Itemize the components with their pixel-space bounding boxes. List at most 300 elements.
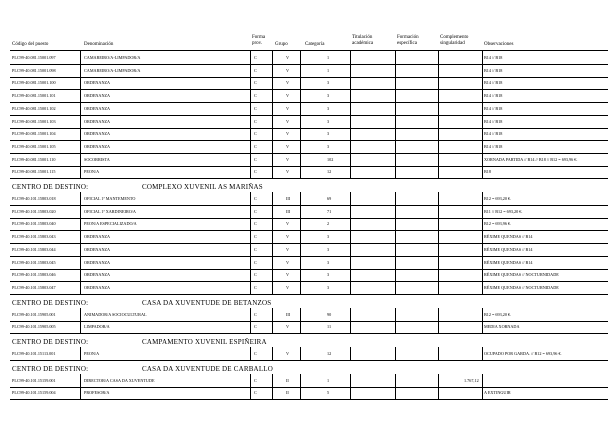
cell-observaciones: B12 = 693,20 €. [484,196,512,201]
cell-code: PLC99-40.101.15803.020 [12,208,56,214]
cell-grupo: V [286,234,290,240]
column-divider [80,102,81,115]
column-divider [272,320,273,333]
cell-categoria: 11 [327,324,332,330]
column-divider [80,76,81,89]
cell-forma-prov: C [254,80,257,86]
cell-categoria: 12 [327,351,332,356]
cell-denominacion: OFICIAL 1ª MANTEMENTO [84,196,136,201]
cell-denominacion: ORDENANZA [84,259,111,265]
cell-grupo: V [286,324,290,330]
column-divider [272,386,273,399]
column-divider [272,115,273,128]
table-row [0,386,615,400]
cell-forma-prov: C [254,284,257,290]
column-divider [438,268,439,281]
column-divider [482,205,483,218]
column-divider [300,165,301,178]
column-divider [250,320,251,333]
column-divider [80,89,81,102]
cell-categoria: 3 [327,234,330,240]
column-divider [300,192,301,205]
cell-code: PLC99-40.101.15905.001 [12,311,56,317]
column-divider [438,115,439,128]
column-divider [80,51,81,64]
cell-observaciones: B12 = 693,20 €. [484,311,512,317]
cell-grupo: V [286,118,290,124]
cell-observaciones: B14 // B18 [484,131,503,137]
cell-code: PLC99-40.081.15001.101 [12,93,56,99]
cell-forma-prov: C [254,390,257,396]
column-divider [395,115,396,128]
cell-code: PLC99-40.081.15001.115 [12,169,56,175]
cell-denominacion: ORDENANZA [84,118,111,124]
column-divider [395,243,396,256]
column-divider [395,230,396,243]
header-denominacion: Denominación [84,42,114,47]
header-titulacion: Titulación académica [352,35,374,46]
cell-categoria: 3 [327,93,330,99]
cell-grupo: V [286,272,290,278]
cell-grupo: V [286,351,290,356]
cell-denominacion: ORDENANZA [84,80,111,86]
column-divider [395,102,396,115]
column-divider [395,205,396,218]
column-divider [482,281,483,294]
column-divider [250,268,251,281]
cell-forma-prov: C [254,259,257,265]
column-divider [438,281,439,294]
column-divider [395,217,396,230]
cell-denominacion: PEON/A ESPECIALIZADO/A [84,221,137,227]
column-divider [272,192,273,205]
column-divider [482,347,483,360]
cell-observaciones: RÉXIME QUENDAS // B14 [484,234,533,240]
column-divider [482,308,483,321]
cell-forma-prov: C [254,55,257,60]
cell-observaciones: B18 [484,169,491,175]
column-divider [272,243,273,256]
column-divider [300,386,301,399]
cell-categoria: 3 [327,272,330,278]
table-row [0,281,615,295]
column-divider [300,308,301,321]
header-forma-prov: Forma prov. [252,35,266,46]
cell-observaciones: B14 // B18 [484,93,503,99]
section-header [0,295,615,309]
cell-grupo: V [286,156,290,162]
section-name: COMPLEXO XUVENIL AS MARIÑAS [142,183,263,191]
cell-forma-prov: C [254,93,257,99]
cell-forma-prov: C [254,118,257,124]
column-divider [250,230,251,243]
column-divider [350,192,351,205]
cell-denominacion: SOCORRISTA [84,156,110,162]
column-divider [482,217,483,230]
cell-categoria: 3 [327,80,330,86]
column-divider [438,256,439,269]
cell-forma-prov: C [254,105,257,111]
column-divider [250,386,251,399]
cell-denominacion: PEON/A [84,351,100,356]
column-divider [350,165,351,178]
cell-categoria: 2 [327,221,330,227]
column-divider [438,205,439,218]
cell-forma-prov: C [254,143,257,149]
column-divider [300,320,301,333]
column-divider [300,51,301,64]
cell-observaciones: A EXTINGUIR [484,390,511,396]
cell-forma-prov: C [254,169,257,175]
column-divider [350,153,351,166]
column-divider [300,230,301,243]
cell-grupo: III [286,311,291,317]
cell-forma-prov: C [254,351,257,356]
cell-observaciones: OCUPADO POR GARDA. // B12 = 693,96 €. [484,351,562,356]
column-divider [395,320,396,333]
cell-denominacion: CAMAREIRO/A-LIMPADOR/A [84,67,141,73]
column-divider [300,127,301,140]
column-divider [482,374,483,387]
column-divider [350,386,351,399]
cell-code: PLC99-40.101.15803.044 [12,246,56,252]
cell-grupo: V [286,93,290,99]
column-divider [250,153,251,166]
cell-forma-prov: C [254,272,257,278]
column-divider [272,308,273,321]
column-divider [250,51,251,64]
column-divider [482,386,483,399]
column-divider [300,115,301,128]
cell-observaciones: B12 = 693,96 €. [484,221,512,227]
cell-categoria: 69 [327,196,332,201]
column-divider [272,89,273,102]
column-divider [272,217,273,230]
cell-grupo: V [286,131,290,137]
column-divider [272,230,273,243]
column-divider [438,64,439,77]
header-categoria: Categoría [305,42,325,47]
cell-denominacion: ORDENANZA [84,131,111,137]
cell-code: PLC99-40.081.15001.104 [12,131,56,137]
column-divider [80,230,81,243]
column-divider [482,89,483,102]
column-divider [80,347,81,360]
column-divider [300,140,301,153]
cell-observaciones: B14 // B18 [484,105,503,111]
cell-denominacion: LIMPADOR/A [84,324,110,330]
column-divider [350,281,351,294]
column-divider [350,268,351,281]
column-divider [250,127,251,140]
column-divider [438,89,439,102]
column-divider [482,165,483,178]
section-name: CASA DA XUVENTUDE DE CARBALLO [142,364,274,373]
column-divider [438,192,439,205]
cell-denominacion: CAMAREIRO/A-LIMPADOR/A [84,55,141,60]
column-divider [80,268,81,281]
cell-categoria: 1 [327,377,330,383]
column-divider [482,230,483,243]
column-divider [438,320,439,333]
cell-code: PLC99-40.081.15001.097 [12,55,56,60]
column-divider [250,308,251,321]
column-divider [250,256,251,269]
cell-code: PLC99-40.081.15001.102 [12,105,56,111]
column-divider [438,374,439,387]
column-divider [250,192,251,205]
column-divider [395,89,396,102]
column-divider [80,308,81,321]
cell-grupo: V [286,284,290,290]
column-divider [482,320,483,333]
column-divider [350,320,351,333]
cell-denominacion: ORDENANZA [84,93,111,99]
cell-observaciones: MEDIA XORNADA [484,324,520,330]
cell-forma-prov: C [254,208,257,214]
cell-code: PLC99-40.101.15803.045 [12,259,56,265]
column-divider [80,217,81,230]
column-divider [482,153,483,166]
table-row [0,347,615,361]
cell-observaciones: RÉXIME QUENDAS // B14 [484,246,533,252]
column-divider [350,127,351,140]
cell-grupo: V [286,105,290,111]
column-divider [395,281,396,294]
column-divider [482,102,483,115]
column-divider [300,268,301,281]
column-divider [482,140,483,153]
column-divider [250,165,251,178]
column-divider [80,153,81,166]
cell-observaciones: B14 // B18 [484,67,503,73]
cell-grupo: II [286,390,289,396]
cell-code: PLC99-40.101.15159.004 [12,390,56,396]
column-divider [80,281,81,294]
column-divider [272,153,273,166]
column-divider [250,281,251,294]
cell-grupo: V [286,80,290,86]
cell-code: PLC99-40.101.15803.040 [12,221,56,227]
column-divider [80,115,81,128]
cell-denominacion: ORDENANZA [84,272,111,278]
column-divider [300,243,301,256]
column-divider [350,205,351,218]
section-label: CENTRO DE DESTINO: [12,183,89,191]
column-divider [395,76,396,89]
cell-grupo: V [286,221,290,227]
cell-code: PLC99-40.081.15001.100 [12,80,56,86]
column-divider [438,308,439,321]
section-header [0,361,615,375]
cell-code: PLC99-40.101.15113.001 [12,351,56,356]
cell-observaciones: B14 // B18 [484,118,503,124]
row-rule [10,399,608,400]
cell-categoria: 90 [327,311,332,317]
column-divider [482,243,483,256]
cell-grupo: V [286,143,290,149]
cell-denominacion: OFICIAL 1ª XARDINEIRO/A [84,208,136,214]
cell-code: PLC99-40.081.15001.103 [12,118,56,124]
column-divider [350,64,351,77]
section-header [0,179,615,193]
cell-observaciones: RÉXIME QUENDAS // B14 [484,259,533,265]
cell-denominacion: ORDENANZA [84,105,111,111]
cell-code: PLC99-40.081.15001.098 [12,67,56,73]
cell-categoria: 5 [327,390,330,396]
column-divider [80,243,81,256]
column-divider [272,140,273,153]
column-divider [250,89,251,102]
column-divider [250,374,251,387]
column-divider [272,64,273,77]
column-divider [438,243,439,256]
cell-denominacion: ANIMADOR/A SOCIOCULTURAL [84,311,147,317]
column-divider [250,140,251,153]
header-codigo: Código del puesto [12,42,49,47]
column-divider [272,374,273,387]
cell-categoria: 71 [327,208,332,214]
column-divider [395,374,396,387]
cell-categoria: 3 [327,118,330,124]
column-divider [482,64,483,77]
column-divider [250,347,251,360]
cell-observaciones: XORNADA PARTIDA // B14 // B18 // B12 = 693,96 €. [484,156,578,162]
cell-grupo: III [286,208,291,214]
column-divider [80,192,81,205]
cell-grupo: V [286,169,290,175]
cell-code: PLC99-40.101.15803.047 [12,284,56,290]
header-complemento: Complemento singularidad [440,35,469,46]
cell-observaciones: RÉXIME QUENDAS // NOCTURNIDADE [484,284,559,290]
column-divider [300,89,301,102]
column-divider [272,347,273,360]
section-header [0,334,615,348]
column-divider [250,217,251,230]
column-divider [438,76,439,89]
column-divider [272,205,273,218]
cell-code: PLC99-40.081.15001.110 [12,156,56,162]
cell-complemento: 1.767,12 [464,377,479,383]
column-divider [250,115,251,128]
cell-forma-prov: C [254,377,257,383]
cell-code: PLC99-40.081.15001.105 [12,143,56,149]
cell-categoria: 3 [327,259,330,265]
column-divider [482,51,483,64]
cell-denominacion: DIRECTOR/A CASA DA XUVENTUDE [84,377,155,383]
cell-denominacion: ORDENANZA [84,284,111,290]
column-divider [80,127,81,140]
cell-categoria: 1 [327,55,330,60]
column-divider [395,386,396,399]
section-name: CASA DA XUVENTUDE DE BETANZOS [142,298,272,307]
column-divider [80,256,81,269]
column-divider [272,268,273,281]
column-divider [300,347,301,360]
column-divider [272,281,273,294]
cell-code: PLC99-40.101.15803.018 [12,196,56,201]
column-divider [80,374,81,387]
column-divider [482,127,483,140]
cell-denominacion: ORDENANZA [84,234,111,240]
cell-denominacion: PEON/A [84,169,100,175]
cell-grupo: V [286,67,290,73]
column-divider [300,64,301,77]
column-divider [80,205,81,218]
column-divider [350,89,351,102]
cell-code: PLC99-40.101.15905.005 [12,324,56,330]
column-divider [438,102,439,115]
column-divider [482,76,483,89]
column-divider [395,347,396,360]
column-divider [395,165,396,178]
column-divider [350,256,351,269]
column-divider [300,217,301,230]
header-formacion: Formación específica [397,35,419,46]
cell-grupo: V [286,55,290,60]
column-divider [350,243,351,256]
column-divider [300,374,301,387]
cell-observaciones: B11 // B12 = 693,20 €. [484,208,523,214]
section-label: CENTRO DE DESTINO: [12,298,89,307]
column-divider [272,165,273,178]
cell-categoria: 3 [327,143,330,149]
cell-code: PLC99-40.101.15803.043 [12,234,56,240]
column-divider [438,51,439,64]
column-divider [250,64,251,77]
cell-forma-prov: C [254,324,257,330]
cell-forma-prov: C [254,234,257,240]
table-row [0,320,615,334]
column-divider [482,256,483,269]
column-divider [80,140,81,153]
column-divider [80,64,81,77]
column-divider [350,230,351,243]
section-label: CENTRO DE DESTINO: [12,364,89,373]
column-divider [395,127,396,140]
column-divider [300,102,301,115]
column-divider [272,102,273,115]
cell-categoria: 1 [327,67,330,73]
column-divider [395,140,396,153]
column-divider [80,165,81,178]
column-divider [350,374,351,387]
cell-categoria: 3 [327,131,330,137]
cell-grupo: III [286,196,291,201]
column-divider [350,347,351,360]
column-divider [350,217,351,230]
column-divider [438,347,439,360]
column-divider [350,102,351,115]
column-divider [438,127,439,140]
column-divider [300,76,301,89]
cell-observaciones: B14 // B18 [484,143,503,149]
column-divider [438,230,439,243]
section-label: CENTRO DE DESTINO: [12,338,89,346]
column-divider [272,127,273,140]
column-divider [438,217,439,230]
column-divider [395,268,396,281]
cell-forma-prov: C [254,196,257,201]
cell-forma-prov: C [254,311,257,317]
cell-observaciones: RÉXIME QUENDAS // NOCTURNIDADE [484,272,559,278]
column-divider [350,308,351,321]
cell-forma-prov: C [254,131,257,137]
cell-forma-prov: C [254,221,257,227]
column-divider [272,76,273,89]
column-divider [80,386,81,399]
cell-categoria: 3 [327,284,330,290]
